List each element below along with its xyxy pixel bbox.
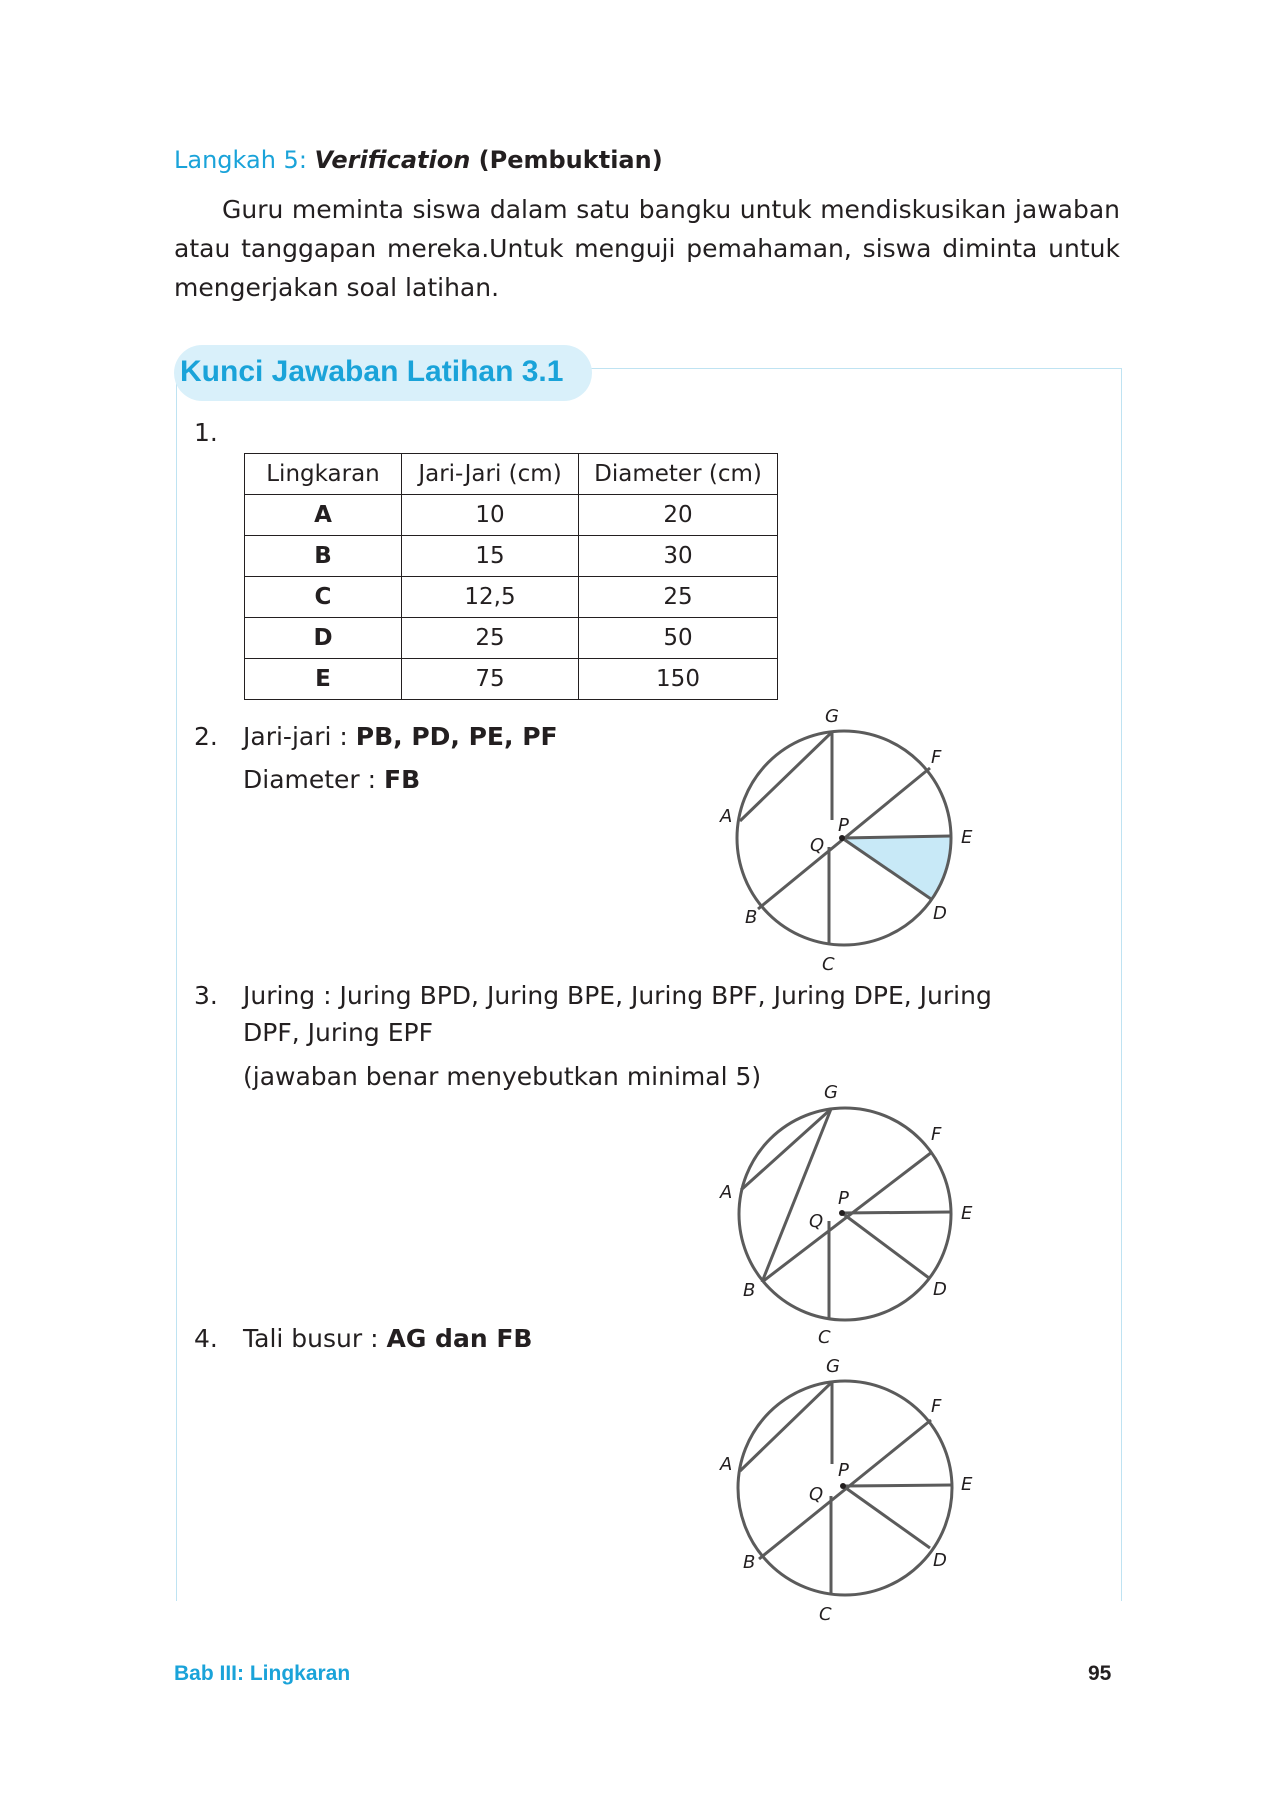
label-c: C bbox=[822, 954, 835, 975]
step-paragraph: Guru meminta siswa dalam satu bangku untuk mendiskusikan jawaban atau tanggapan mereka.Untuk menguji pemahaman, siswa diminta untuk mengerjakan soal latihan. bbox=[174, 195, 1120, 302]
radius-pd bbox=[843, 1486, 930, 1548]
label-b: B bbox=[743, 1280, 756, 1301]
radius-pe bbox=[842, 836, 951, 838]
label-a: A bbox=[720, 1454, 733, 1475]
label-p: P bbox=[838, 815, 849, 836]
label-b: B bbox=[743, 1552, 756, 1573]
q3-note: (jawaban benar menyebutkan minimal 5) bbox=[243, 1062, 762, 1091]
label-f: F bbox=[931, 1396, 942, 1417]
table-cell: 30 bbox=[579, 536, 778, 577]
label-f: F bbox=[931, 747, 942, 768]
label-f: F bbox=[931, 1124, 942, 1145]
q2-diameter-label: Diameter : bbox=[243, 765, 385, 794]
q4-value: AG dan FB bbox=[386, 1324, 533, 1353]
radius-pd bbox=[842, 1213, 929, 1278]
radius-pe bbox=[843, 1485, 952, 1486]
table-cell: 15 bbox=[402, 536, 579, 577]
diameter-fb bbox=[759, 1420, 931, 1559]
table-row bbox=[245, 577, 778, 618]
table-cell: 25 bbox=[402, 618, 579, 659]
circle-figure-1 bbox=[700, 700, 1000, 990]
table-cell: E bbox=[245, 659, 402, 700]
table-row bbox=[245, 495, 778, 536]
table-cell: 25 bbox=[579, 577, 778, 618]
label-g: G bbox=[824, 1082, 838, 1103]
table-row bbox=[245, 618, 778, 659]
table-header: Lingkaran bbox=[245, 454, 402, 495]
q2-radius-line bbox=[243, 722, 558, 751]
label-e: E bbox=[961, 827, 973, 848]
step-heading bbox=[174, 146, 663, 174]
section-title: Kunci Jawaban Latihan 3.1 bbox=[180, 355, 564, 388]
q2-diameter-line bbox=[243, 765, 420, 794]
table-cell: 75 bbox=[402, 659, 579, 700]
label-d: D bbox=[933, 1279, 947, 1300]
step-italic: Verification bbox=[314, 146, 471, 174]
q4-label: Tali busur : bbox=[243, 1324, 387, 1353]
circle-figure-2 bbox=[700, 1076, 1000, 1366]
q1-number: 1. bbox=[194, 418, 218, 447]
radius-table bbox=[244, 453, 778, 700]
label-q: Q bbox=[809, 1484, 824, 1505]
label-a: A bbox=[720, 1182, 733, 1203]
circle-figure-3 bbox=[700, 1350, 1000, 1640]
table-cell: 50 bbox=[579, 618, 778, 659]
label-c: C bbox=[818, 1327, 831, 1348]
label-a: A bbox=[720, 806, 733, 827]
table-cell: A bbox=[245, 495, 402, 536]
table-header: Diameter (cm) bbox=[579, 454, 778, 495]
table-row bbox=[245, 659, 778, 700]
table-row bbox=[245, 536, 778, 577]
q2-radius-value: PB, PD, PE, PF bbox=[355, 722, 558, 751]
label-p: P bbox=[838, 1460, 849, 1481]
footer-chapter: Bab III: Lingkaran bbox=[174, 1662, 351, 1685]
chord-ag bbox=[741, 1109, 831, 1190]
table-cell: C bbox=[245, 577, 402, 618]
q3-number: 3. bbox=[194, 981, 218, 1010]
label-c: C bbox=[819, 1604, 832, 1625]
label-g: G bbox=[825, 706, 839, 727]
label-g: G bbox=[826, 1356, 840, 1377]
label-q: Q bbox=[809, 1211, 824, 1232]
radius-pe bbox=[842, 1212, 951, 1213]
table-cell: 10 bbox=[402, 495, 579, 536]
table-header-row bbox=[245, 454, 778, 495]
label-e: E bbox=[961, 1474, 973, 1495]
center-point bbox=[840, 1483, 846, 1489]
label-e: E bbox=[961, 1203, 973, 1224]
table-cell: 150 bbox=[579, 659, 778, 700]
chord-ag bbox=[740, 1382, 832, 1471]
label-d: D bbox=[933, 1550, 947, 1571]
chord-ag bbox=[740, 732, 832, 821]
label-q: Q bbox=[810, 835, 825, 856]
table-header: Jari-Jari (cm) bbox=[402, 454, 579, 495]
q2-radius-label: Jari-jari : bbox=[243, 722, 356, 751]
q2-number: 2. bbox=[194, 722, 218, 751]
step-label: Langkah 5: bbox=[174, 146, 315, 174]
q3-line-1: Juring : Juring BPD, Juring BPE, Juring BPF, Juring DPE, Juring bbox=[243, 981, 992, 1010]
step-paren: (Pembuktian) bbox=[470, 146, 663, 174]
page-number: 95 bbox=[1088, 1662, 1112, 1685]
q4-line bbox=[243, 1324, 532, 1353]
q3-line-2: DPF, Juring EPF bbox=[243, 1018, 433, 1047]
table-cell: B bbox=[245, 536, 402, 577]
table-cell: 20 bbox=[579, 495, 778, 536]
shaded-sector bbox=[842, 836, 951, 899]
q4-number: 4. bbox=[194, 1324, 218, 1353]
table-cell: D bbox=[245, 618, 402, 659]
q2-diameter-value: FB bbox=[384, 765, 421, 794]
center-point bbox=[839, 1210, 845, 1216]
label-d: D bbox=[933, 903, 947, 924]
label-b: B bbox=[745, 907, 758, 928]
table-cell: 12,5 bbox=[402, 577, 579, 618]
label-p: P bbox=[838, 1188, 849, 1209]
